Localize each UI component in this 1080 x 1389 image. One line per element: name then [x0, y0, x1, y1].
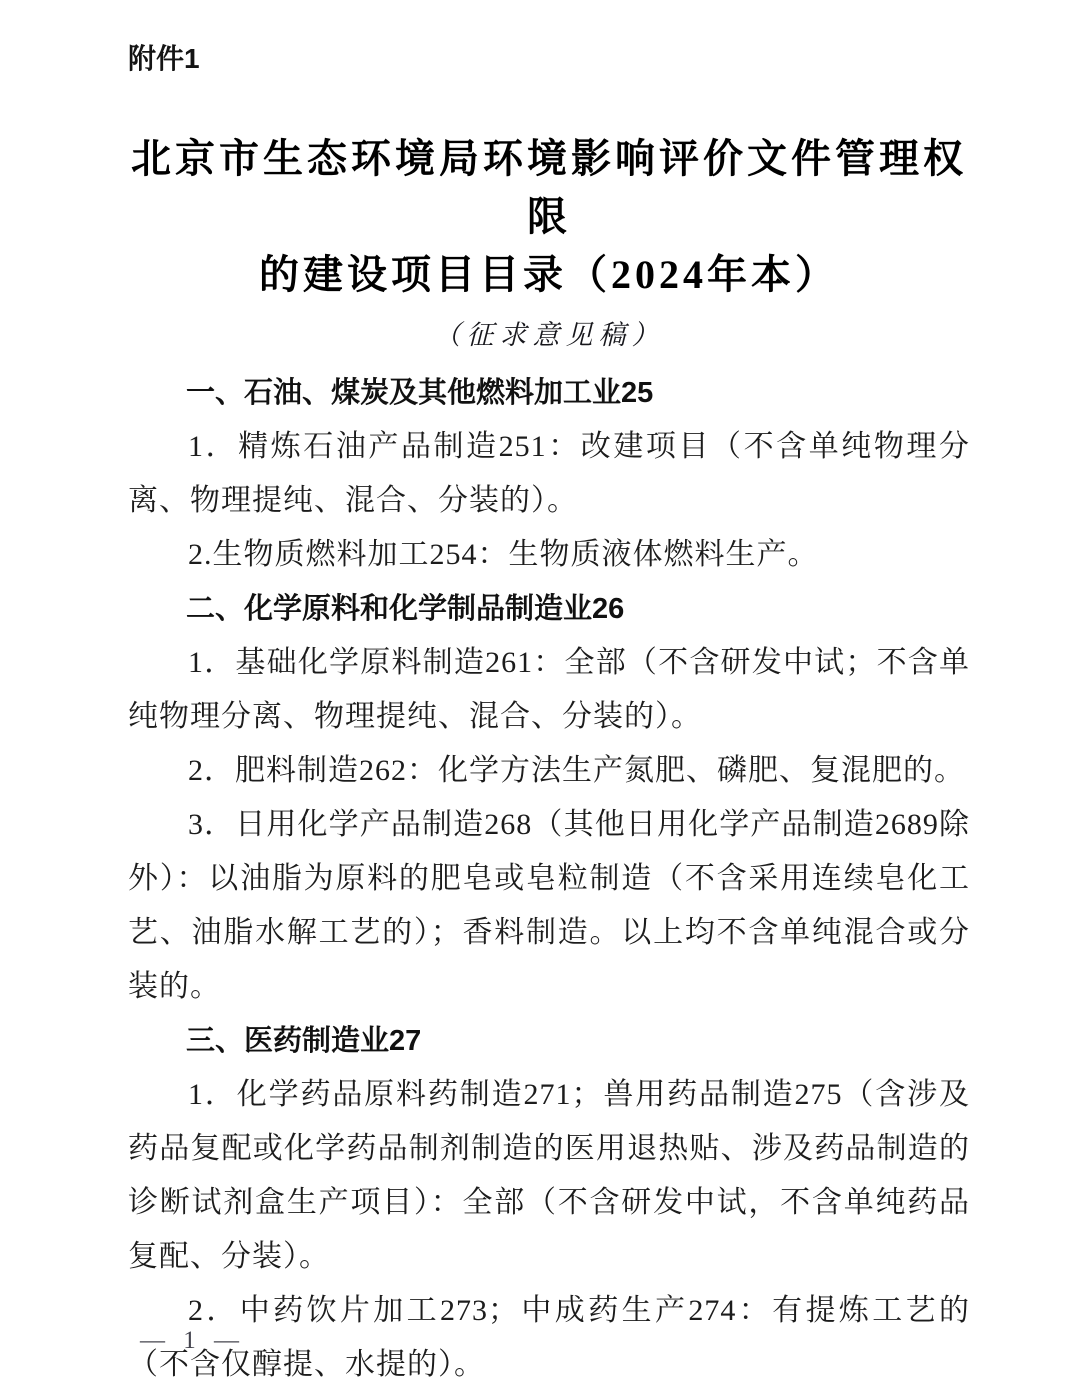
section-item: 1．化学药品原料药制造271；兽用药品制造275（含涉及药品复配或化学药品制剂制造的医用退热贴、涉及药品制造的诊断试剂盒生产项目）：全部（不含研发中试，不含单纯药品复配、分装）。 — [128, 1078, 970, 1273]
section-heading-chemical: 二、化学原料和化学制品制造业26 — [186, 593, 625, 625]
attachment-label: 附件1 — [128, 43, 200, 74]
section-item: 3．日用化学产品制造268（其他日用化学产品制造2689除外）：以油脂为原料的肥皂或皂粒制造（不含采用连续皂化工艺、油脂水解工艺的）；香料制造。以上均不含单纯混合或分装的。 — [128, 808, 970, 1003]
document-title — [128, 130, 970, 304]
section-item: 2．中药饮片加工273；中成药生产274：有提炼工艺的（不含仅醇提、水提的）。 — [128, 1294, 970, 1381]
document-body — [128, 366, 970, 1389]
section-heading-pharma: 三、医药制造业27 — [186, 1025, 422, 1057]
title-line-2: 的建设项目目录（2024年本） — [259, 252, 839, 297]
title-line-1: 北京市生态环境局环境影响评价文件管理权限 — [131, 136, 967, 239]
section-item: 2．肥料制造262：化学方法生产氮肥、磷肥、复混肥的。 — [188, 754, 965, 787]
section-item: 1．精炼石油产品制造251：改建项目（不含单纯物理分离、物理提纯、混合、分装的）。 — [128, 430, 970, 517]
section-item: 2.生物质燃料加工254：生物质液体燃料生产。 — [188, 538, 819, 571]
section-heading-petroleum: 一、石油、煤炭及其他燃料加工业25 — [186, 377, 654, 409]
document-subtitle: （征求意见稿） — [433, 320, 665, 350]
page-number: — 1 — — [140, 1327, 245, 1354]
section-item: 1．基础化学原料制造261：全部（不含研发中试；不含单纯物理分离、物理提纯、混合、分装的）。 — [128, 646, 970, 733]
